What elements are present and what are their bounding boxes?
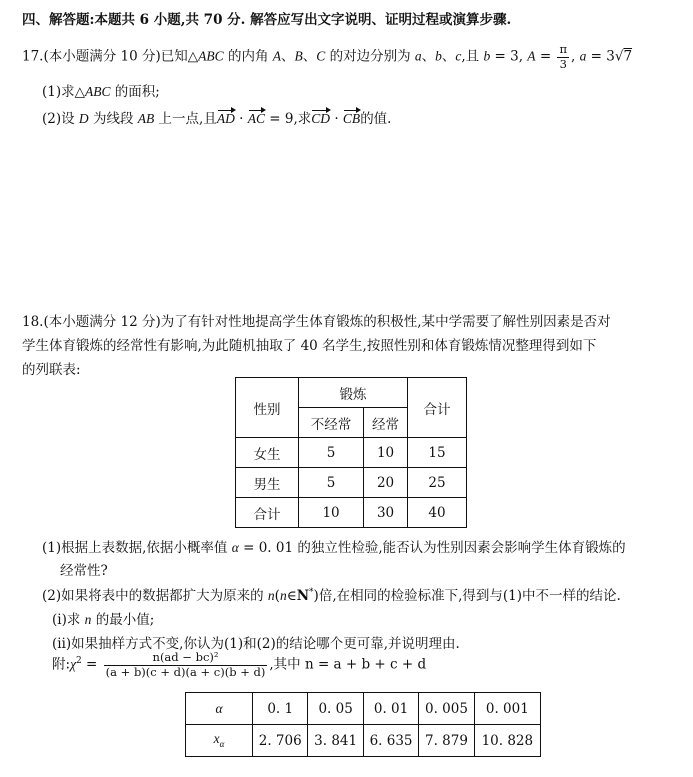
cell-frequent: 10 — [364, 438, 408, 468]
x-value: 2. 706 — [253, 725, 308, 757]
x-value: 10. 828 — [474, 725, 540, 757]
q18-part2-i: (ⅰ)求 n 的最小值; — [52, 612, 155, 628]
q18-part1-line2: 经常性? — [60, 563, 108, 579]
x-value: 6. 635 — [363, 725, 418, 757]
q18-part2-line1: (2)如果将表中的数据都扩大为原来的 n(n∈N*)倍,在相同的检验标准下,得到与(1)中不一样的结论. — [42, 587, 621, 604]
cell-infrequent: 5 — [299, 468, 364, 498]
q17-score: (本小题满分 10 分) — [43, 48, 161, 65]
alpha-value: 0. 01 — [363, 693, 418, 725]
section-heading: 四、解答题:本题共 6 小题,共 70 分. 解答应写出文字说明、证明过程或演算步骤. — [22, 12, 512, 28]
alpha-value: 0. 05 — [308, 693, 363, 725]
q18-stem-line1 — [22, 310, 611, 330]
contingency-table — [235, 377, 467, 528]
cell-infrequent: 10 — [299, 498, 364, 528]
alpha-label: α — [186, 693, 253, 725]
cell-total: 25 — [408, 468, 467, 498]
cell-infrequent: 5 — [299, 438, 364, 468]
alpha-value: 0. 005 — [419, 693, 474, 725]
fraction-pi-over-3: $\frac{\pi}{3}$ — [559, 42, 568, 71]
table-row — [186, 725, 541, 757]
q17-number: 17. — [22, 48, 44, 65]
alpha-value: 0. 001 — [474, 693, 540, 725]
chi-square-critical-table — [185, 692, 541, 757]
q18-stem-text1: 为了有针对性地提高学生体育锻炼的积极性,某中学需要了解性别因素是否对 — [160, 314, 611, 330]
cell-frequent: 30 — [364, 498, 408, 528]
cell-total: 40 — [408, 498, 467, 528]
x-value: 7. 879 — [419, 725, 474, 757]
x-value: 3. 841 — [308, 725, 363, 757]
header-exercise: 锻炼 — [299, 378, 408, 408]
q18-stem-line3: 的列联表: — [22, 362, 81, 378]
question-17-stem: 17.(本小题满分 10 分)已知△ABC 的内角 A、B、C 的对边分别为 a、b、c,且 b = 3, A = $\frac{\pi}{3}$ , a = 3√7 — [22, 42, 633, 71]
q17-part2: (2)设 D 为线段 AB 上一点,且AD · AC = 9,求CD · CB的值. — [42, 111, 392, 127]
x-alpha-label: $x_\alpha$ — [186, 725, 253, 757]
row-label: 合计 — [236, 498, 299, 528]
header-total: 合计 — [408, 378, 467, 438]
q18-part1-line1: (1)根据上表数据,依据小概率值 α = 0. 01 的独立性检验,能否认为性别因素会影响学生体育锻炼的 — [42, 540, 626, 556]
header-frequent: 经常 — [364, 408, 408, 438]
table-row — [236, 498, 467, 528]
alpha-value: 0. 1 — [253, 693, 308, 725]
cell-total: 15 — [408, 438, 467, 468]
formula-denominator: (a + b)(c + d)(a + c)(b + d) — [105, 664, 266, 679]
row-label: 男生 — [236, 468, 299, 498]
row-label: 女生 — [236, 438, 299, 468]
q18-part2-ii: (ⅱ)如果抽样方式不变,你认为(1)和(2)的结论哪个更可靠,并说明理由. — [52, 636, 460, 652]
table-row — [236, 468, 467, 498]
table-row — [186, 693, 541, 725]
q18-score: (本小题满分 12 分) — [43, 314, 161, 330]
formula-tail: ,其中 n = a + b + c + d — [269, 656, 427, 673]
header-gender: 性别 — [236, 378, 299, 438]
chi-square-fraction — [104, 652, 268, 678]
appendix-formula: 附$:\chi^2$ = $\frac{\text{n(ad − bc)²}}{(a + b)(c + d)(a + c)(b + d)}$ ,其中 n = a + b + c + d — [52, 650, 427, 679]
cell-frequent: 20 — [364, 468, 408, 498]
q18-stem-line2: 学生体育锻炼的经常性有影响,为此随机抽取了 40 名学生,按照性别和体育锻炼情况整理得到如下 — [22, 338, 597, 354]
appendix-label: 附: — [52, 656, 71, 673]
q17-part1: (1)求△ABC 的面积; — [42, 84, 160, 100]
header-infrequent: 不经常 — [299, 408, 364, 438]
formula-numerator: n(ad − bc)² — [104, 652, 268, 666]
q18-number: 18. — [22, 314, 44, 330]
table-row — [236, 438, 467, 468]
